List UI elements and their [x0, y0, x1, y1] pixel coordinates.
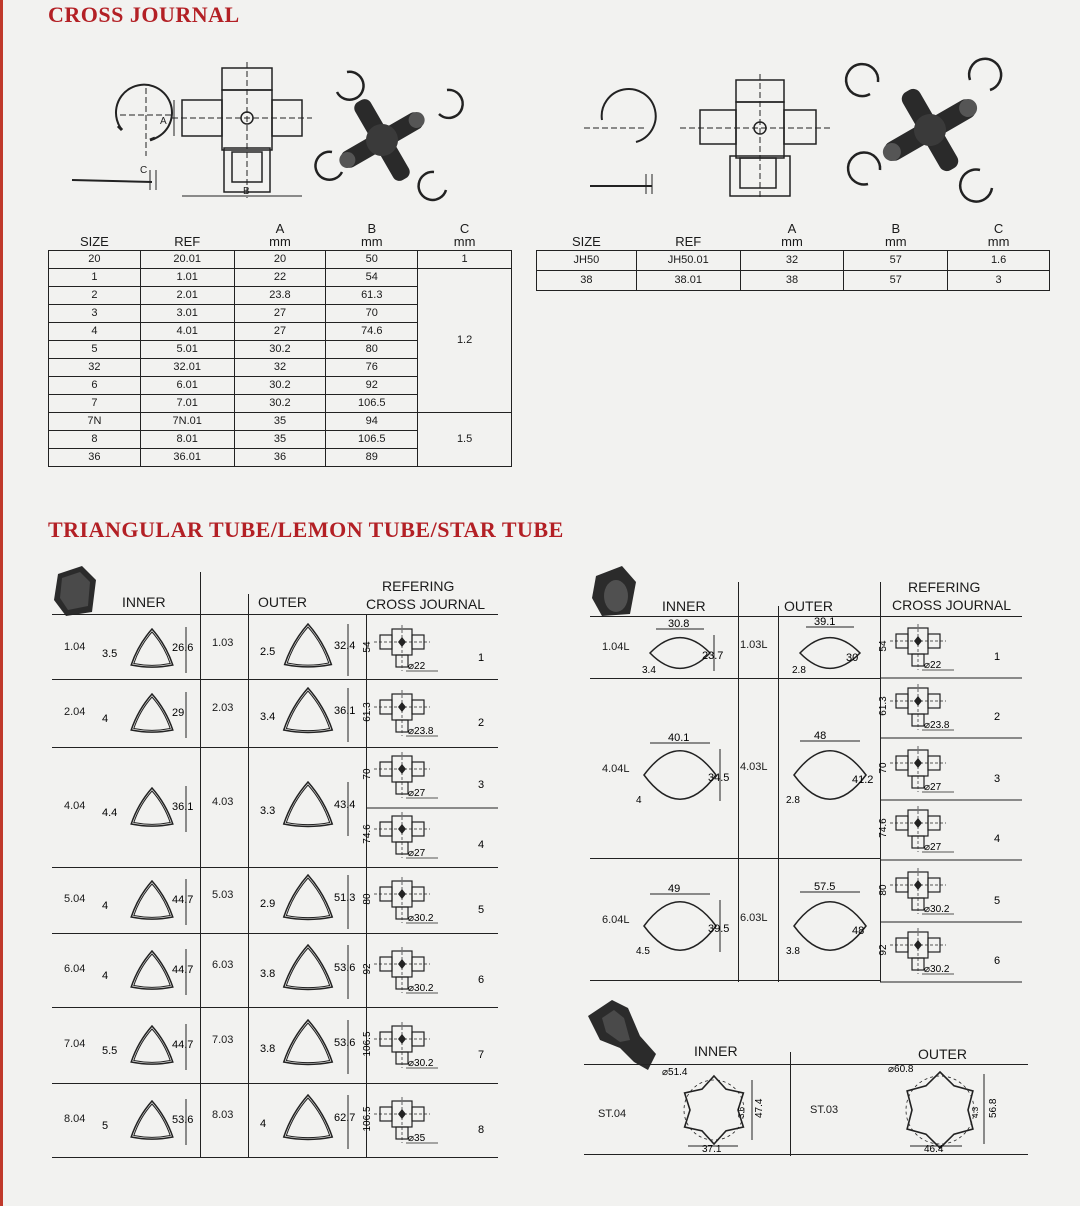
triangular-row [52, 1084, 498, 1158]
outer-code: 7.03 [212, 1034, 234, 1046]
ref-cross-journal-l3 [878, 806, 1000, 853]
ref-diameter: ⌀30.2 [924, 904, 950, 915]
col-b: B mm [360, 220, 383, 249]
table-row: 20 20.01 20 50 1 [49, 250, 512, 268]
ref-cross-journal-a [362, 1022, 484, 1069]
ref-cross-journal-a [362, 1097, 484, 1144]
cross-journal-title: CROSS JOURNAL [48, 2, 240, 27]
star-inner-code: ST.04 [598, 1108, 627, 1120]
ref-cross-journal-l4 [878, 868, 1000, 915]
inner-thickness: 5 [102, 1120, 109, 1132]
inner-code: 2.04 [64, 706, 86, 718]
outer-header: OUTER [258, 594, 307, 610]
ref-size: 5 [994, 895, 1001, 907]
outer-thickness: 2.8 [786, 795, 800, 806]
outer-height: 48 [852, 925, 865, 937]
table-row: 32 32.01 32 76 [49, 358, 512, 376]
inner-header: INNER [662, 598, 706, 614]
c-value: 1 [418, 250, 512, 268]
col-a: A mm [269, 220, 291, 249]
outer-thickness: 3.8 [786, 946, 800, 957]
lemon-row-drawings [590, 862, 880, 982]
ref-length: 61.3 [878, 696, 889, 716]
star-out-t: 4.3 [971, 1106, 980, 1118]
inner-width: 49 [668, 883, 681, 895]
triangular-row [52, 680, 498, 748]
inner-thickness: 4 [102, 713, 109, 725]
inner-thickness: 4 [102, 900, 109, 912]
inner-height: 23.7 [702, 650, 724, 662]
outer-thickness: 3.4 [260, 711, 276, 723]
inner-code: 7.04 [64, 1038, 86, 1050]
table-row: 4 4.01 27 74.6 [49, 322, 512, 340]
outer-code: 6.03 [212, 959, 234, 971]
lemon-ref-column [880, 618, 1022, 984]
cross-journal-photo-icon-right [846, 59, 1001, 202]
outer-thickness: 2.9 [260, 898, 276, 910]
inner-code: 6.04L [602, 914, 630, 926]
inner-width: 30.8 [668, 618, 690, 630]
inner-lemon-profile [644, 751, 716, 799]
star-tube-section [584, 996, 1028, 1156]
outer-thickness: 3.3 [260, 805, 276, 817]
ref-diameter: ⌀22 [924, 660, 942, 671]
inner-height: 36.1 [172, 801, 194, 813]
outer-height: 53.6 [334, 1037, 356, 1049]
circlip-side-icon [72, 165, 156, 190]
outer-code: 4.03 [212, 796, 234, 808]
ref-length: 70 [362, 768, 373, 780]
inner-lemon-profile [650, 638, 710, 669]
ref-diameter: ⌀27 [924, 842, 942, 853]
ref-length: 61.3 [362, 702, 373, 722]
ref-cross-journal-a [362, 877, 484, 924]
ref-diameter: ⌀35 [408, 1133, 426, 1144]
ref-cross-journal-a [362, 752, 484, 799]
ref-size: 8 [478, 1124, 485, 1136]
ref-size: 1 [478, 652, 485, 664]
outer-profile [284, 875, 332, 919]
c-value: 1.5 [418, 412, 512, 466]
outer-code: 4.03L [740, 761, 768, 773]
outer-width: 48 [814, 730, 827, 742]
inner-thickness: 4.4 [102, 807, 118, 819]
inner-code: 8.04 [64, 1113, 86, 1125]
triangular-row [52, 868, 498, 934]
inner-height: 29 [172, 707, 185, 719]
divider [790, 1052, 791, 1156]
outer-height: 30 [846, 652, 859, 664]
star-outer-drawing [884, 1066, 1024, 1154]
page-edge [0, 0, 3, 1206]
inner-profile [131, 1101, 173, 1139]
col-ref: REF [174, 233, 201, 249]
ref-size: 7 [478, 1049, 485, 1061]
inner-thickness: 5.5 [102, 1045, 118, 1057]
ref-size: 2 [994, 711, 1001, 723]
cross-journal-header: CROSS JOURNAL [366, 596, 486, 612]
ref-size: 6 [478, 974, 485, 986]
ref-cross-journal-a [362, 690, 484, 737]
ref-size: 6 [994, 955, 1001, 967]
outer-thickness: 4 [260, 1118, 267, 1130]
cross-journal-drawing [160, 62, 312, 198]
outer-code: 8.03 [212, 1109, 234, 1121]
cross-journal-drawings-left [62, 60, 462, 200]
outer-profile [284, 1095, 332, 1139]
cross-journal-photo-icon [315, 72, 462, 203]
triangular-tube-section [52, 562, 498, 1158]
refering-header: REFERING [908, 579, 981, 595]
inner-code: 1.04L [602, 641, 630, 653]
inner-thickness: 4 [102, 970, 109, 982]
ref-diameter: ⌀30.2 [408, 1058, 434, 1069]
inner-height: 34.5 [708, 772, 730, 784]
cross-journal-header: CROSS JOURNAL [892, 597, 1012, 613]
ref-cross-journal-a [362, 625, 484, 672]
table-row: 8 8.01 35 106.5 [49, 430, 512, 448]
outer-code: 1.03 [212, 637, 234, 649]
ref-length: 74.6 [878, 818, 889, 838]
ref-diameter: ⌀30.2 [408, 983, 434, 994]
star-outer-code: ST.03 [810, 1104, 839, 1116]
outer-thickness: 3.8 [260, 968, 276, 980]
inner-profile-wall [134, 697, 170, 730]
ref-size: 4 [478, 839, 485, 851]
divider [52, 614, 498, 615]
col-a: A mm [781, 220, 803, 249]
triangular-row-drawings [52, 1008, 498, 1084]
inner-height: 44.7 [172, 894, 194, 906]
inner-profile [131, 1026, 173, 1064]
outer-code: 6.03L [740, 912, 768, 924]
cross-journal-drawings-right [580, 60, 1020, 200]
col-c: C mm [453, 220, 476, 249]
inner-code: 1.04 [64, 641, 86, 653]
lemon-tube-profile-icon [590, 564, 638, 618]
inner-thickness: 4 [636, 795, 642, 806]
star-outer-header: OUTER [918, 1046, 967, 1062]
ref-cross-journal-l2 [878, 746, 1000, 793]
table-row: 6 6.01 30.2 92 [49, 376, 512, 394]
outer-code: 1.03L [740, 639, 768, 651]
inner-profile [131, 881, 173, 919]
triangular-row [52, 748, 498, 868]
outer-height: 43.4 [334, 799, 356, 811]
lemon-row [590, 618, 880, 680]
label-b: B [243, 186, 250, 197]
ref-cross-journal-l1 [878, 684, 1000, 731]
table-row: 1 1.01 22 54 1.2 [49, 268, 512, 286]
outer-height: 62.7 [334, 1112, 356, 1124]
table-row: 5 5.01 30.2 80 [49, 340, 512, 358]
inner-code: 4.04 [64, 800, 86, 812]
table-row: 36 36.01 36 89 [49, 448, 512, 466]
divider [590, 616, 1022, 617]
inner-profile-wall [134, 791, 170, 824]
lemon-row [590, 862, 880, 982]
col-b: B mm [884, 220, 907, 249]
col-size: SIZE [571, 233, 601, 249]
ref-size: 2 [478, 717, 485, 729]
ref-cross-journal-l5 [878, 928, 1000, 975]
outer-width: 39.1 [814, 616, 836, 628]
outer-height: 53.6 [334, 962, 356, 974]
triangular-row-drawings [52, 868, 498, 934]
lemon-tube-section [590, 562, 1022, 982]
inner-code: 5.04 [64, 893, 86, 905]
ref-diameter: ⌀27 [924, 782, 942, 793]
lemon-row [590, 682, 880, 860]
outer-thickness: 2.8 [792, 665, 806, 676]
inner-profile [131, 951, 173, 989]
table-row: 7 7.01 30.2 106.5 [49, 394, 512, 412]
star-out-dia: ⌀60.8 [888, 1064, 914, 1075]
inner-height: 26.6 [172, 642, 194, 654]
col-ref: REF [675, 233, 702, 249]
table-row: 7N 7N.01 35 94 1.5 [49, 412, 512, 430]
star-out-h: 56.8 [988, 1098, 999, 1118]
inner-profile [131, 629, 173, 667]
divider [584, 1064, 1028, 1065]
star-in-w: 37.1 [702, 1144, 722, 1155]
inner-height: 39.5 [708, 923, 730, 935]
outer-profile [284, 688, 332, 732]
inner-profile-wall [134, 954, 170, 987]
inner-profile [131, 694, 173, 732]
circlip-icon-right [584, 89, 656, 142]
ref-size: 4 [994, 833, 1001, 845]
ref-length: 106.5 [362, 1106, 373, 1132]
star-out-w: 46.4 [924, 1144, 944, 1155]
star-inner-drawing [658, 1066, 788, 1154]
ref-diameter: ⌀30.2 [408, 913, 434, 924]
inner-profile-wall [134, 632, 170, 665]
ref-size: 3 [478, 779, 485, 791]
label-c: C [140, 165, 148, 176]
triangular-row-drawings [52, 618, 498, 680]
ref-length: 106.5 [362, 1031, 373, 1057]
c-value: 1.2 [418, 268, 512, 412]
ref-cross-journal-b [362, 812, 484, 859]
outer-thickness: 3.8 [260, 1043, 276, 1055]
outer-profile [284, 945, 332, 989]
ref-diameter: ⌀30.2 [924, 964, 950, 975]
triangular-row [52, 934, 498, 1008]
table-row: 2 2.01 23.8 61.3 [49, 286, 512, 304]
ref-length: 54 [362, 641, 373, 653]
star-inner-header: INNER [694, 1043, 738, 1059]
outer-profile [284, 782, 332, 826]
triangular-row [52, 618, 498, 680]
table-header-row [49, 220, 512, 250]
star-in-dia: ⌀51.4 [662, 1067, 688, 1078]
outer-code: 5.03 [212, 889, 234, 901]
label-a: A [160, 116, 167, 127]
star-in-t: 3.6 [737, 1106, 746, 1118]
ref-length: 54 [878, 640, 889, 652]
ref-length: 80 [362, 893, 373, 905]
ref-size: 1 [994, 651, 1001, 663]
table-row: JH50 JH50.01 32 57 1.6 [537, 250, 1050, 270]
ref-diameter: ⌀27 [408, 788, 426, 799]
ref-length: 92 [878, 944, 889, 956]
inner-thickness: 4.5 [636, 946, 650, 957]
inner-code: 6.04 [64, 963, 86, 975]
outer-profile [285, 624, 332, 667]
inner-thickness: 3.4 [642, 665, 656, 676]
ref-diameter: ⌀23.8 [924, 720, 950, 731]
cross-journal-table-right [536, 220, 1050, 291]
cross-journal-table-left [48, 220, 512, 467]
lemon-row-drawings [590, 682, 880, 860]
tubes-title: TRIANGULAR TUBE/LEMON TUBE/STAR TUBE [48, 517, 564, 542]
inner-height: 44.7 [172, 1039, 194, 1051]
inner-lemon-profile [644, 902, 716, 950]
ref-cross-journal-a [362, 947, 484, 994]
table-header-row [537, 220, 1050, 250]
ref-diameter: ⌀22 [408, 661, 426, 672]
inner-width: 40.1 [668, 732, 690, 744]
triangular-row-drawings [52, 680, 498, 748]
refering-header: REFERING [382, 578, 455, 594]
triangular-row [52, 1008, 498, 1084]
ref-diameter: ⌀27 [408, 848, 426, 859]
ref-length: 92 [362, 963, 373, 975]
col-c: C mm [987, 220, 1010, 249]
ref-diameter: ⌀23.8 [408, 726, 434, 737]
tube-profile-icon [52, 564, 100, 618]
outer-header: OUTER [784, 598, 833, 614]
outer-height: 32.4 [334, 640, 356, 652]
divider [584, 1154, 1028, 1155]
inner-thickness: 3.5 [102, 648, 118, 660]
ref-size: 5 [478, 904, 485, 916]
inner-header: INNER [122, 594, 166, 610]
outer-height: 51.3 [334, 892, 356, 904]
cross-journal-drawing-right [680, 74, 830, 200]
ref-cross-journal-l0 [878, 624, 1000, 671]
inner-profile [131, 788, 173, 826]
triangular-row-drawings [52, 1084, 498, 1158]
outer-width: 57.5 [814, 881, 836, 893]
star-in-h: 47.4 [754, 1098, 765, 1118]
ref-length: 74.6 [362, 824, 373, 844]
inner-height: 53.6 [172, 1114, 194, 1126]
inner-code: 4.04L [602, 763, 630, 775]
table-row: 38 38.01 38 57 3 [537, 270, 1050, 290]
lemon-row-drawings [590, 618, 880, 680]
table-row: 3 3.01 27 70 [49, 304, 512, 322]
inner-profile-wall [134, 1104, 170, 1137]
circlip-side-icon-right [590, 174, 652, 194]
inner-height: 44.7 [172, 964, 194, 976]
inner-profile-wall [134, 884, 170, 917]
ref-length: 70 [878, 762, 889, 774]
outer-thickness: 2.5 [260, 646, 276, 658]
outer-profile [284, 1020, 332, 1064]
outer-code: 2.03 [212, 702, 234, 714]
ref-length: 80 [878, 884, 889, 896]
triangular-row-drawings [52, 748, 498, 868]
triangular-row-drawings [52, 934, 498, 1008]
ref-size: 3 [994, 773, 1001, 785]
outer-height: 36.1 [334, 705, 356, 717]
inner-profile-wall [134, 1029, 170, 1062]
col-size: SIZE [79, 233, 109, 249]
outer-height: 41.2 [852, 774, 874, 786]
